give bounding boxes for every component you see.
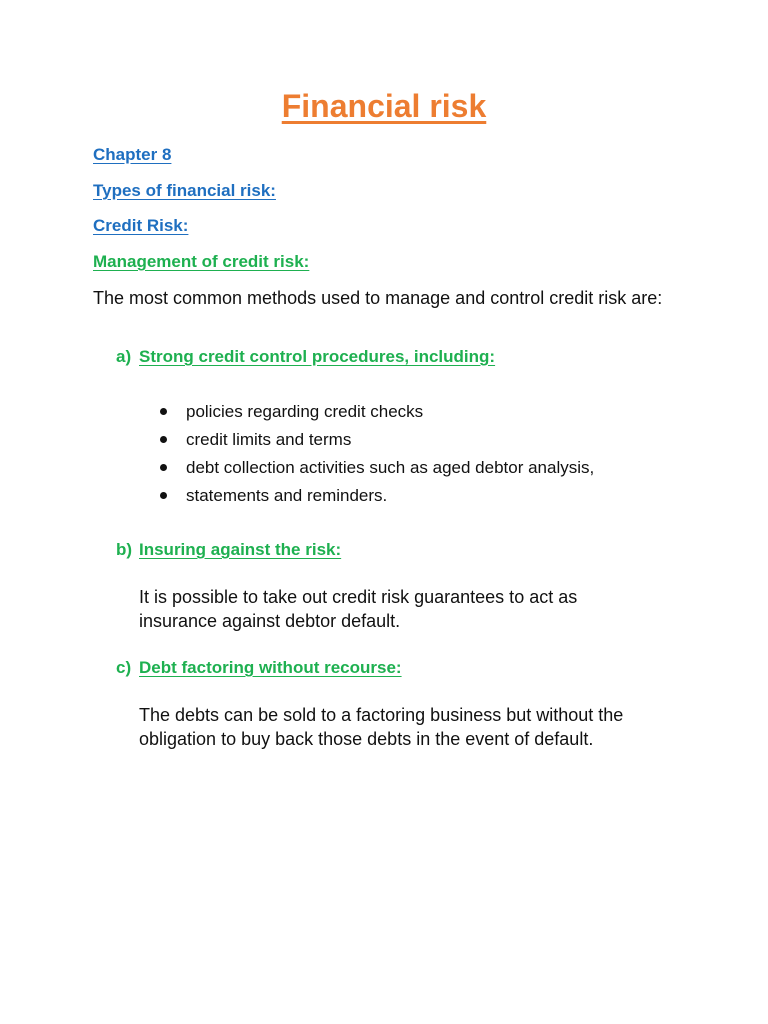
item-b-label: Insuring against the risk: (139, 540, 342, 559)
intro-paragraph: The most common methods used to manage and control credit risk are: (93, 288, 663, 308)
page-title: Financial risk (281, 88, 487, 124)
bullet-icon (160, 492, 167, 499)
item-c-label: Debt factoring without recourse: (139, 658, 402, 677)
list-item-text: policies regarding credit checks (186, 402, 424, 421)
list-item (160, 456, 594, 484)
item-b-heading (116, 540, 341, 560)
item-c-heading (116, 658, 402, 678)
item-a-heading (116, 347, 495, 367)
item-b-paragraph: It is possible to take out credit risk guarantees to act as insurance against debtor default. (139, 587, 578, 631)
bullet-icon (160, 408, 167, 415)
item-b-marker: b) (116, 540, 133, 559)
item-c-paragraph: The debts can be sold to a factoring business but without the obligation to buy back those debts in the event of default. (139, 705, 624, 749)
types-heading: Types of financial risk: (93, 181, 276, 200)
bullet-icon (160, 464, 167, 471)
credit-control-bullet-list (160, 400, 594, 512)
item-a-label: Strong credit control procedures, including: (139, 347, 496, 366)
bullet-icon (160, 436, 167, 443)
list-item (160, 400, 594, 428)
credit-risk-heading: Credit Risk: (93, 216, 189, 235)
list-item-text: debt collection activities such as aged debtor analysis, (186, 458, 595, 477)
list-item (160, 428, 594, 456)
management-heading: Management of credit risk: (93, 252, 310, 271)
item-c-marker: c) (116, 658, 132, 677)
list-item-text: statements and reminders. (186, 486, 388, 505)
list-item (160, 484, 594, 512)
chapter-heading: Chapter 8 (93, 145, 172, 164)
list-item-text: credit limits and terms (186, 430, 352, 449)
item-a-marker: a) (116, 347, 132, 366)
